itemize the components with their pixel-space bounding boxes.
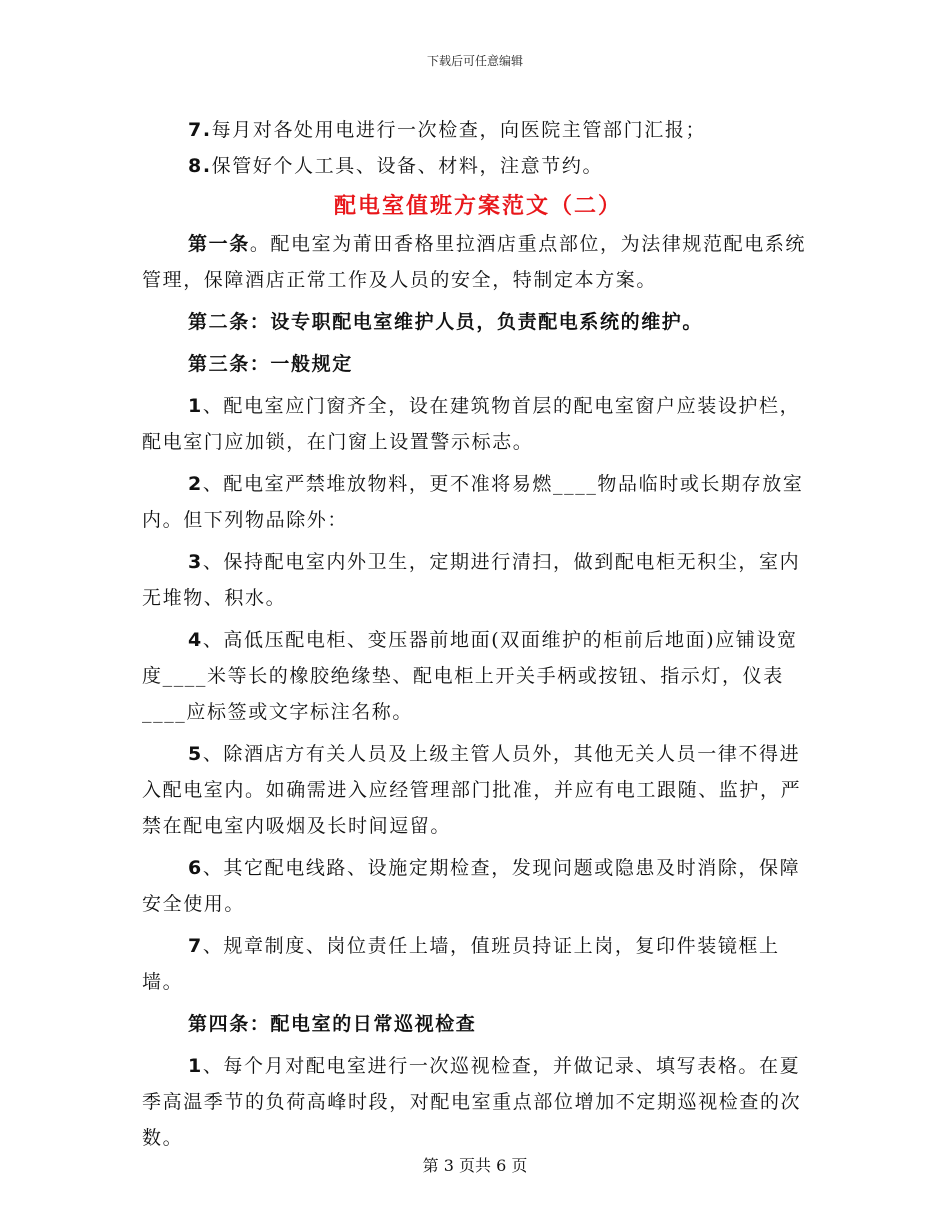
rule-text: 、高低压配电柜、变压器前地面(双面维护的柜前后地面)应铺设宽度____米等长的橡胶绝缘垫、配电柜上开关手柄或按钮、指示灯，仪表____应标签或文字标注名称。 bbox=[142, 629, 798, 723]
item-text: 保管好个人工具、设备、材料，注意节约。 bbox=[211, 155, 604, 177]
article-1 bbox=[142, 226, 814, 298]
list-item-7 bbox=[142, 112, 814, 148]
rule-number: 5 bbox=[188, 743, 203, 765]
article-lead: 第一条 bbox=[188, 233, 250, 255]
rule-4 bbox=[142, 622, 814, 730]
rule-text: 、配电室严禁堆放物料，更不准将易燃____物品临时或长期存放室内。但下列物品除外： bbox=[142, 473, 804, 531]
rule-text: 、其它配电线路、设施定期检查，发现问题或隐患及时消除，保障安全使用。 bbox=[142, 857, 801, 915]
item-number: 7. bbox=[188, 119, 212, 141]
rule-text: 、配电室应门窗齐全，设在建筑物首层的配电室窗户应装设护栏，配电室门应加锁，在门窗上设置警示标志。 bbox=[142, 395, 801, 453]
rule-number: 6 bbox=[188, 857, 203, 879]
rule-6 bbox=[142, 850, 814, 922]
rule-text: 、保持配电室内外卫生，定期进行清扫，做到配电柜无积尘，室内无堆物、积水。 bbox=[142, 551, 801, 609]
page-footer: 第 3 页共 6 页 bbox=[422, 1156, 528, 1175]
article-3-heading: 第三条：一般规定 bbox=[188, 353, 353, 375]
rule-number: 2 bbox=[188, 473, 203, 495]
document-body bbox=[142, 112, 814, 1156]
inspection-rule-1 bbox=[142, 1048, 814, 1156]
rule-5 bbox=[142, 736, 814, 844]
rule-text: 、规章制度、岗位责任上墙，值班员持证上岗，复印件装镜框上墙。 bbox=[142, 935, 780, 993]
item-number: 8. bbox=[188, 155, 212, 177]
rule-text: 、每个月对配电室进行一次巡视检查，并做记录、填写表格。在夏季高温季节的负荷高峰时段，对配电室重点部位增加不定期巡视检查的次数。 bbox=[142, 1055, 802, 1149]
section-title: 配电室值班方案范文（二） bbox=[333, 193, 622, 219]
item-text: 每月对各处用电进行一次检查，向医院主管部门汇报； bbox=[211, 119, 707, 141]
rule-2 bbox=[142, 466, 814, 538]
rule-1 bbox=[142, 388, 814, 460]
article-text: 。配电室为莆田香格里拉酒店重点部位，为法律规范配电系统管理，保障酒店正常工作及人员的安全，特制定本方案。 bbox=[142, 233, 807, 291]
header-note: 下载后可任意编辑 bbox=[426, 54, 523, 68]
rule-number: 7 bbox=[188, 935, 203, 957]
rule-number: 1 bbox=[188, 395, 203, 417]
article-4-heading: 第四条：配电室的日常巡视检查 bbox=[188, 1013, 477, 1035]
rule-3 bbox=[142, 544, 814, 616]
article-2: 第二条：设专职配电室维护人员，负责配电系统的维护。 bbox=[188, 311, 704, 333]
rule-number: 4 bbox=[188, 629, 203, 651]
rule-number: 3 bbox=[188, 551, 203, 573]
rule-text: 、除酒店方有关人员及上级主管人员外，其他无关人员一律不得进入配电室内。如确需进入应经管理部门批准，并应有电工跟随、监护，严禁在配电室内吸烟及长时间逗留。 bbox=[142, 743, 802, 837]
list-item-8 bbox=[142, 148, 814, 184]
rule-7 bbox=[142, 928, 814, 1000]
rule-number: 1 bbox=[188, 1055, 203, 1077]
